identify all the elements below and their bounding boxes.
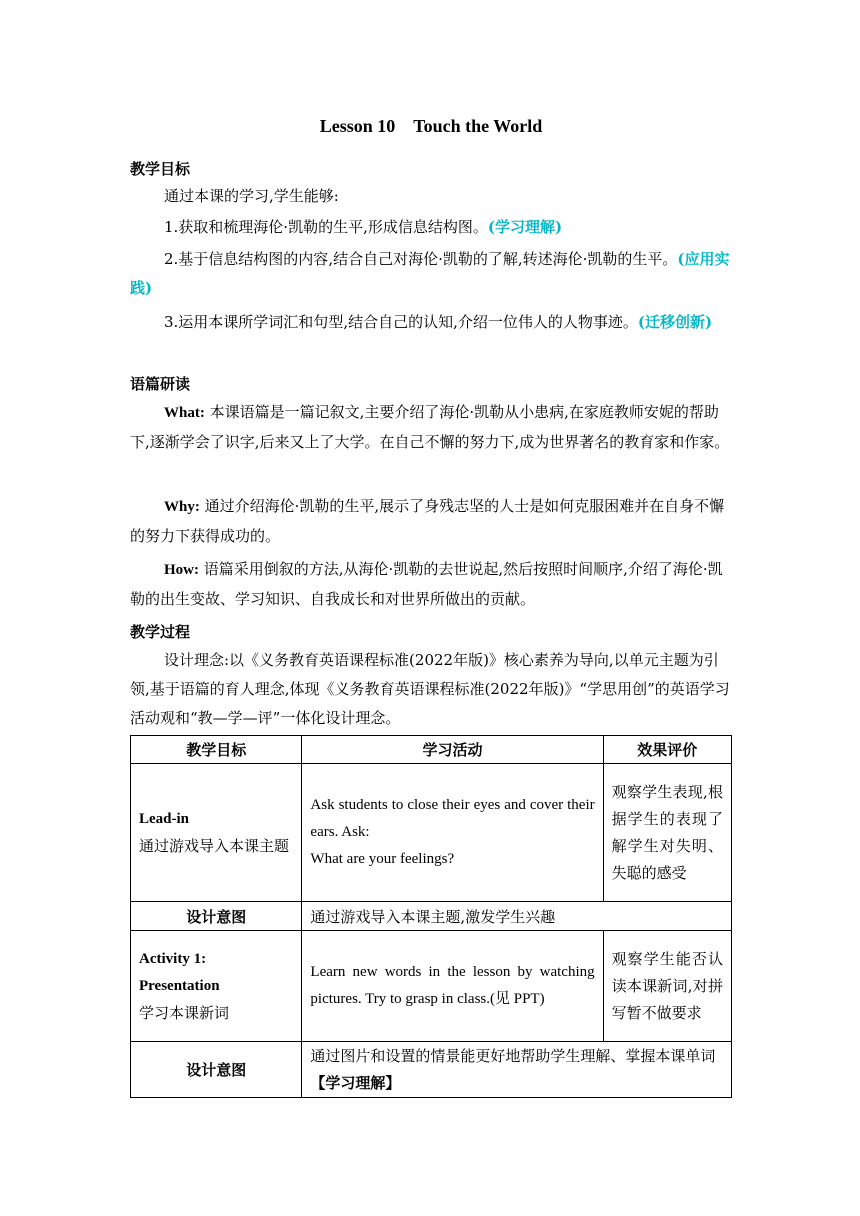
row2-goal-en-1: Activity 1:: [139, 950, 207, 967]
table-header-row: [131, 736, 732, 764]
lesson-number: Lesson 10: [319, 116, 396, 136]
row2-activity: Learn new words in the lesson by watching pictures. Try to grasp in class.(见 PPT): [302, 931, 603, 1042]
intent1-label: 设计意图: [131, 902, 302, 931]
header-evaluation: 效果评价: [603, 736, 731, 764]
intent2-label: 设计意图: [131, 1042, 302, 1098]
how-text: 语篇采用倒叙的方法,从海伦·凯勒的去世说起,然后按照时间顺序,介绍了海伦·凯勒的出生变故、学习知识、自我成长和对世界所做出的贡献。: [130, 560, 723, 608]
what-label: What:: [164, 405, 205, 421]
row1-evaluation: 观察学生表现,根据学生的表现了解学生对失明、失聪的感受: [603, 764, 731, 902]
row2-goal-en-2: Presentation: [139, 977, 220, 994]
intent2-text: 通过图片和设置的情景能更好地帮助学生理解、掌握本课单词: [310, 1046, 716, 1065]
row1-goal: [131, 764, 302, 902]
table-row: [131, 1042, 732, 1098]
what-paragraph: [130, 398, 732, 457]
heading-text-analysis: 语篇研读: [130, 375, 191, 393]
row1-activity-question: What are your feelings?: [310, 851, 455, 867]
row1-goal-cn: 通过游戏导入本课主题: [139, 836, 290, 855]
objective-2: [130, 245, 732, 303]
row1-activity-text: Ask students to close their eyes and cover their ears. Ask:: [310, 797, 595, 840]
why-label: Why:: [164, 499, 200, 515]
lesson-plan-table: [130, 735, 732, 1098]
how-paragraph: [130, 555, 732, 614]
row2-goal-cn: 学习本课新词: [139, 1003, 230, 1022]
row2-goal: [131, 931, 302, 1042]
table-row: [131, 931, 732, 1042]
objectives-intro: 通过本课的学习,学生能够:: [164, 187, 339, 205]
header-goal: 教学目标: [131, 736, 302, 764]
objective-1-text: 1.获取和梳理海伦·凯勒的生平,形成信息结构图。: [164, 218, 488, 236]
row1-activity: [302, 764, 603, 902]
row2-evaluation: 观察学生能否认读本课新词,对拼写暂不做要求: [603, 931, 731, 1042]
how-label: How:: [164, 562, 199, 578]
objective-1: [130, 213, 732, 242]
lesson-name: Touch the World: [413, 116, 543, 136]
why-paragraph: [130, 492, 732, 551]
table-row: [131, 764, 732, 902]
intent1-text: 通过游戏导入本课主题,激发学生兴趣: [302, 902, 732, 931]
heading-objectives: 教学目标: [130, 160, 191, 178]
page-title: [130, 116, 732, 137]
objective-3-text: 3.运用本课所学词汇和句型,结合自己的认知,介绍一位伟人的人物事迹。: [164, 313, 638, 331]
header-activity: 学习活动: [302, 736, 603, 764]
table-row: [131, 902, 732, 931]
intent2-cell: [302, 1042, 732, 1098]
row1-goal-en: Lead-in: [139, 810, 190, 827]
what-text: 本课语篇是一篇记叙文,主要介绍了海伦·凯勒从小患病,在家庭教师安妮的帮助下,逐渐学会了识字,后来又上了大学。在自己不懈的努力下,成为世界著名的教育家和作家。: [130, 403, 730, 451]
heading-teaching-process: 教学过程: [130, 623, 191, 641]
objective-1-tag: (学习理解): [487, 218, 563, 236]
objective-3: [130, 308, 732, 337]
objective-2-text: 2.基于信息结构图的内容,结合自己对海伦·凯勒的了解,转述海伦·凯勒的生平。: [164, 250, 678, 268]
why-text: 通过介绍海伦·凯勒的生平,展示了身残志坚的人士是如何克服困难并在自身不懈的努力下获得成功的。: [130, 497, 725, 545]
objective-3-tag: (迁移创新): [637, 313, 713, 331]
intent2-tag: 【学习理解】: [310, 1073, 401, 1092]
design-concept: 设计理念:以《义务教育英语课程标准(2022年版)》核心素养为导向,以单元主题为引领,基于语篇的育人理念,体现《义务教育英语课程标准(2022年版)》“学思用创”的英语学习活动观和“教—学—评”一体化设计理念。: [130, 651, 730, 727]
objective-2-tag: (应用实践): [130, 250, 730, 297]
